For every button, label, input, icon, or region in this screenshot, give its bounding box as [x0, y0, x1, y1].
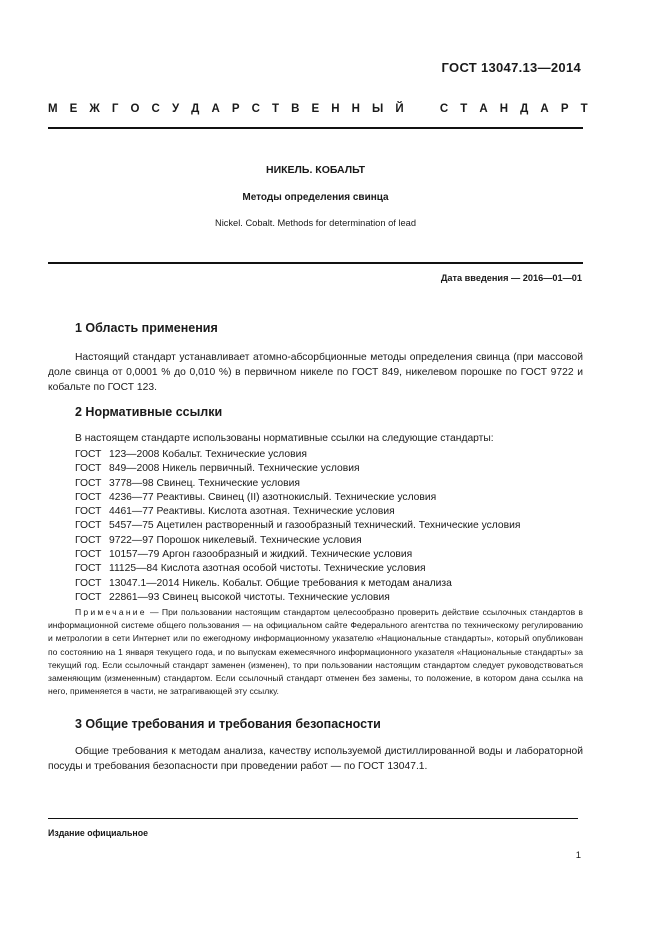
reference-number: 10157—79 [109, 549, 160, 561]
reference-prefix: ГОСТ [75, 577, 102, 589]
reference-title: Свинец высокой чистоты. Технические условия [162, 591, 390, 603]
banner-letter: Р [560, 103, 569, 115]
introduction-date: Дата введения — 2016—01—01 [440, 273, 582, 283]
section-2-intro: В настоящем стандарте использованы нормативные ссылки на следующие стандарты: [75, 433, 494, 444]
banner-letter: А [540, 103, 549, 115]
page-number: 1 [575, 850, 581, 861]
reference-item [75, 491, 520, 505]
banner-letter: У [171, 103, 180, 115]
reference-number: 22861—93 [109, 591, 160, 603]
note-text: — При пользовании настоящим стандартом целесообразно проверить действие ссылочных стандартов в информационной системе общего пользования — на официальном сайте Федерального агентства по техническому регулированию и метрологии в сети Интернет или по ежегодному информационному указателю «Национальные стандарты», который опубликован по состоянию на 1 января текущего года, и по выпускам ежемесячного информационного указателя «Национальные стандарты» за текущий год. Если ссылочный стандарт заменен (изменен), то при пользовании настоящим стандартом следует руководствоваться заменяющим (измененным) стандартом. Если ссылочный стандарт отменен без замены, то положение, в котором дана ссылка на него, применяется в части, не затрагивающей эту ссылку. [48, 607, 583, 697]
reference-number: 849—2008 [109, 463, 160, 475]
reference-title: Кобальт. Технические условия [162, 449, 307, 460]
references-note [48, 606, 583, 698]
banner-letter: Т [580, 103, 588, 115]
reference-title: Никель. Кобальт. Общие требования к методам анализа [182, 577, 452, 589]
reference-title: Ацетилен растворенный и газообразный технический. Технические условия [156, 520, 521, 532]
section-3-text: Общие требования к методам анализа, качеству используемой дистиллированной воды и лабораторной посуды и требования безопасности при проведении работ — по ГОСТ 13047.1. [48, 746, 583, 772]
reference-title: Кислота азотная особой чистоты. Технические условия [160, 563, 426, 575]
reference-number: 11125—84 [109, 563, 158, 575]
reference-prefix: ГОСТ [75, 549, 102, 561]
reference-number: 3778—98 [109, 477, 154, 489]
banner-letter: Т [271, 103, 280, 115]
reference-number: 13047.1—2014 [109, 577, 180, 589]
reference-number: 4236—77 [109, 491, 154, 503]
normative-references-list [75, 448, 520, 605]
reference-prefix: ГОСТ [75, 463, 102, 475]
banner-letter: М [48, 103, 58, 115]
banner-letter: Ы [372, 103, 384, 115]
banner-letter: Р [231, 103, 240, 115]
section-2-title: 2 Нормативные ссылки [75, 405, 223, 419]
banner-letter: О [130, 103, 140, 115]
section-1-title: 1 Область применения [75, 321, 218, 335]
banner-letter: Н [331, 103, 340, 115]
reference-prefix: ГОСТ [75, 449, 102, 460]
reference-number: 9722—97 [109, 534, 154, 546]
official-edition-label: Издание официальное [48, 828, 148, 838]
reference-number: 4461—77 [109, 506, 154, 518]
section-3-title: 3 Общие требования и требования безопасности [75, 717, 381, 731]
banner-letter: С [151, 103, 160, 115]
reference-item [75, 562, 520, 576]
reference-title: Свинец. Технические условия [156, 477, 300, 489]
banner-letter: Г [111, 103, 119, 115]
reference-item [75, 591, 520, 605]
reference-title: Аргон газообразный и жидкий. Технические условия [162, 549, 413, 561]
reference-prefix: ГОСТ [75, 563, 102, 575]
reference-prefix: ГОСТ [75, 591, 102, 603]
banner-letter: С [251, 103, 260, 115]
reference-prefix: ГОСТ [75, 491, 102, 503]
footer-divider [48, 818, 578, 819]
banner-letter: А [211, 103, 220, 115]
reference-item [75, 577, 520, 591]
document-title: НИКЕЛЬ. КОБАЛЬТ [266, 164, 365, 176]
reference-item [75, 505, 520, 519]
title-divider [48, 262, 583, 264]
banner-letter: Й [395, 103, 404, 115]
reference-item [75, 519, 520, 533]
reference-number: 123—2008 [109, 449, 160, 460]
banner-letter: Ж [89, 103, 100, 115]
reference-prefix: ГОСТ [75, 520, 102, 532]
reference-prefix: ГОСТ [75, 477, 102, 489]
banner-letter: Е [311, 103, 320, 115]
banner-letter: Е [69, 103, 78, 115]
banner-letter: А [479, 103, 488, 115]
reference-prefix: ГОСТ [75, 506, 102, 518]
reference-title: Никель первичный. Технические условия [162, 463, 360, 475]
top-divider [48, 127, 583, 129]
reference-item [75, 477, 520, 491]
section-1-text: Настоящий стандарт устанавливает атомно-абсорбционные методы определения свинца (при массовой доле свинца от 0,0001 % до 0,010 %) в первичном никеле по ГОСТ 849, никелевом порошке по ГОСТ 9722 и кобальте по ГОСТ 123. [48, 352, 583, 393]
document-subtitle: Методы определения свинца [242, 192, 389, 203]
banner-letter: Д [191, 103, 200, 115]
reference-number: 5457—75 [109, 520, 154, 532]
banner-letter: В [291, 103, 300, 115]
reference-item [75, 534, 520, 548]
reference-title: Порошок никелевый. Технические условия [156, 534, 362, 546]
reference-title: Реактивы. Свинец (II) азотнокислый. Технические условия [156, 491, 437, 503]
interstate-standard-banner [48, 103, 588, 115]
banner-letter: Н [499, 103, 509, 115]
banner-letter: Н [351, 103, 360, 115]
reference-title: Реактивы. Кислота азотная. Технические условия [156, 506, 395, 518]
reference-item [75, 548, 520, 562]
note-label: Примечание [75, 607, 147, 617]
banner-letter: Д [520, 103, 529, 115]
banner-letter: Т [460, 103, 468, 115]
reference-item [75, 448, 520, 462]
reference-item [75, 462, 520, 476]
reference-prefix: ГОСТ [75, 534, 102, 546]
english-title: Nickel. Cobalt. Methods for determination of lead [214, 218, 417, 228]
banner-letter: С [439, 103, 449, 115]
document-code: ГОСТ 13047.13—2014 [441, 60, 581, 75]
